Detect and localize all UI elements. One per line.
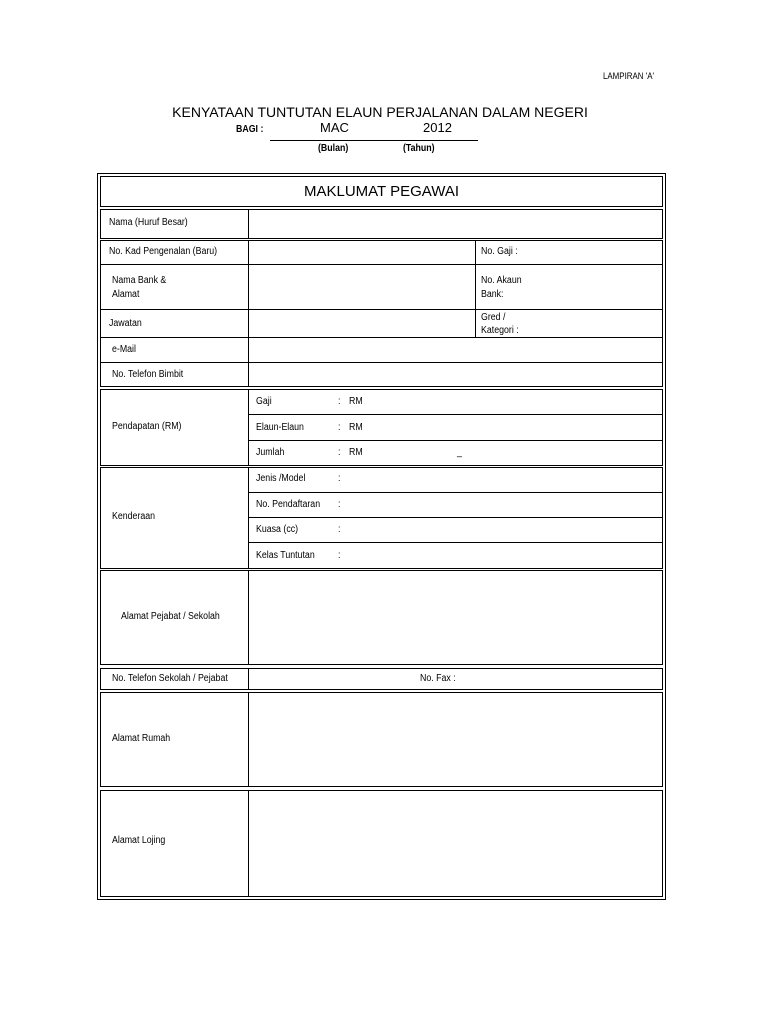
phone-label: No. Telefon Bimbit [112, 369, 184, 380]
year-caption: (Tahun) [403, 143, 435, 154]
jumlah-label: Jumlah [256, 447, 285, 458]
section-title: MAKLUMAT PEGAWAI [303, 183, 460, 200]
claim-class-colon: : [338, 550, 341, 561]
income-label: Pendapatan (RM) [112, 421, 182, 432]
email-label: e-Mail [112, 344, 136, 355]
year-value: 2012 [423, 120, 452, 135]
gaji-input[interactable] [248, 389, 663, 415]
lodging-address-label: Alamat Lojing [112, 835, 166, 846]
power-colon: : [338, 524, 341, 535]
elaun-label: Elaun-Elaun [256, 422, 304, 433]
gaji-label: Gaji [256, 396, 272, 407]
elaun-colon: : [338, 422, 341, 433]
bank-input[interactable] [248, 264, 476, 310]
jumlah-colon: : [338, 447, 341, 458]
model-colon: : [338, 473, 341, 484]
for-label: BAGI : [236, 124, 264, 135]
ic-label: No. Kad Pengenalan (Baru) [109, 246, 218, 257]
elaun-input[interactable] [248, 414, 663, 441]
bank-label: Nama Bank & Alamat [112, 275, 167, 300]
power-label: Kuasa (cc) [256, 524, 299, 535]
office-phone-label: No. Telefon Sekolah / Pejabat [112, 673, 228, 684]
email-input[interactable] [248, 337, 663, 363]
month-caption: (Bulan) [318, 143, 349, 154]
model-input[interactable] [248, 467, 663, 493]
claim-class-label: Kelas Tuntutan [256, 550, 315, 561]
office-address-input[interactable] [248, 570, 663, 665]
home-address-label: Alamat Rumah [112, 733, 171, 744]
grade-label: Gred / Kategori : [481, 312, 519, 336]
position-input[interactable] [248, 309, 476, 338]
model-label: Jenis /Model [256, 473, 306, 484]
position-label: Jawatan [109, 318, 142, 329]
attachment-label: LAMPIRAN 'A' [603, 71, 654, 81]
power-input[interactable] [248, 517, 663, 543]
vehicle-label: Kenderaan [112, 511, 156, 522]
lodging-address-input[interactable] [248, 790, 663, 897]
name-input[interactable] [248, 209, 663, 239]
phone-input[interactable] [248, 362, 663, 387]
jumlah-dash: _ [457, 447, 462, 458]
jumlah-input[interactable] [248, 440, 663, 466]
home-address-input[interactable] [248, 692, 663, 787]
fax-label: No. Fax : [420, 673, 456, 684]
elaun-currency: RM [349, 422, 363, 433]
registration-label: No. Pendaftaran [256, 499, 321, 510]
office-address-label: Alamat Pejabat / Sekolah [121, 611, 220, 622]
jumlah-currency: RM [349, 447, 363, 458]
salary-no-label: No. Gaji : [481, 246, 518, 257]
ic-input[interactable] [248, 240, 476, 265]
registration-colon: : [338, 499, 341, 510]
name-label: Nama (Huruf Besar) [109, 217, 188, 228]
gaji-currency: RM [349, 396, 363, 407]
period-underline [270, 140, 478, 141]
month-value: MAC [320, 120, 349, 135]
account-label: No. Akaun Bank: [481, 275, 522, 300]
form-title: KENYATAAN TUNTUTAN ELAUN PERJALANAN DALAM NEGERI [172, 104, 588, 120]
gaji-colon: : [338, 396, 341, 407]
